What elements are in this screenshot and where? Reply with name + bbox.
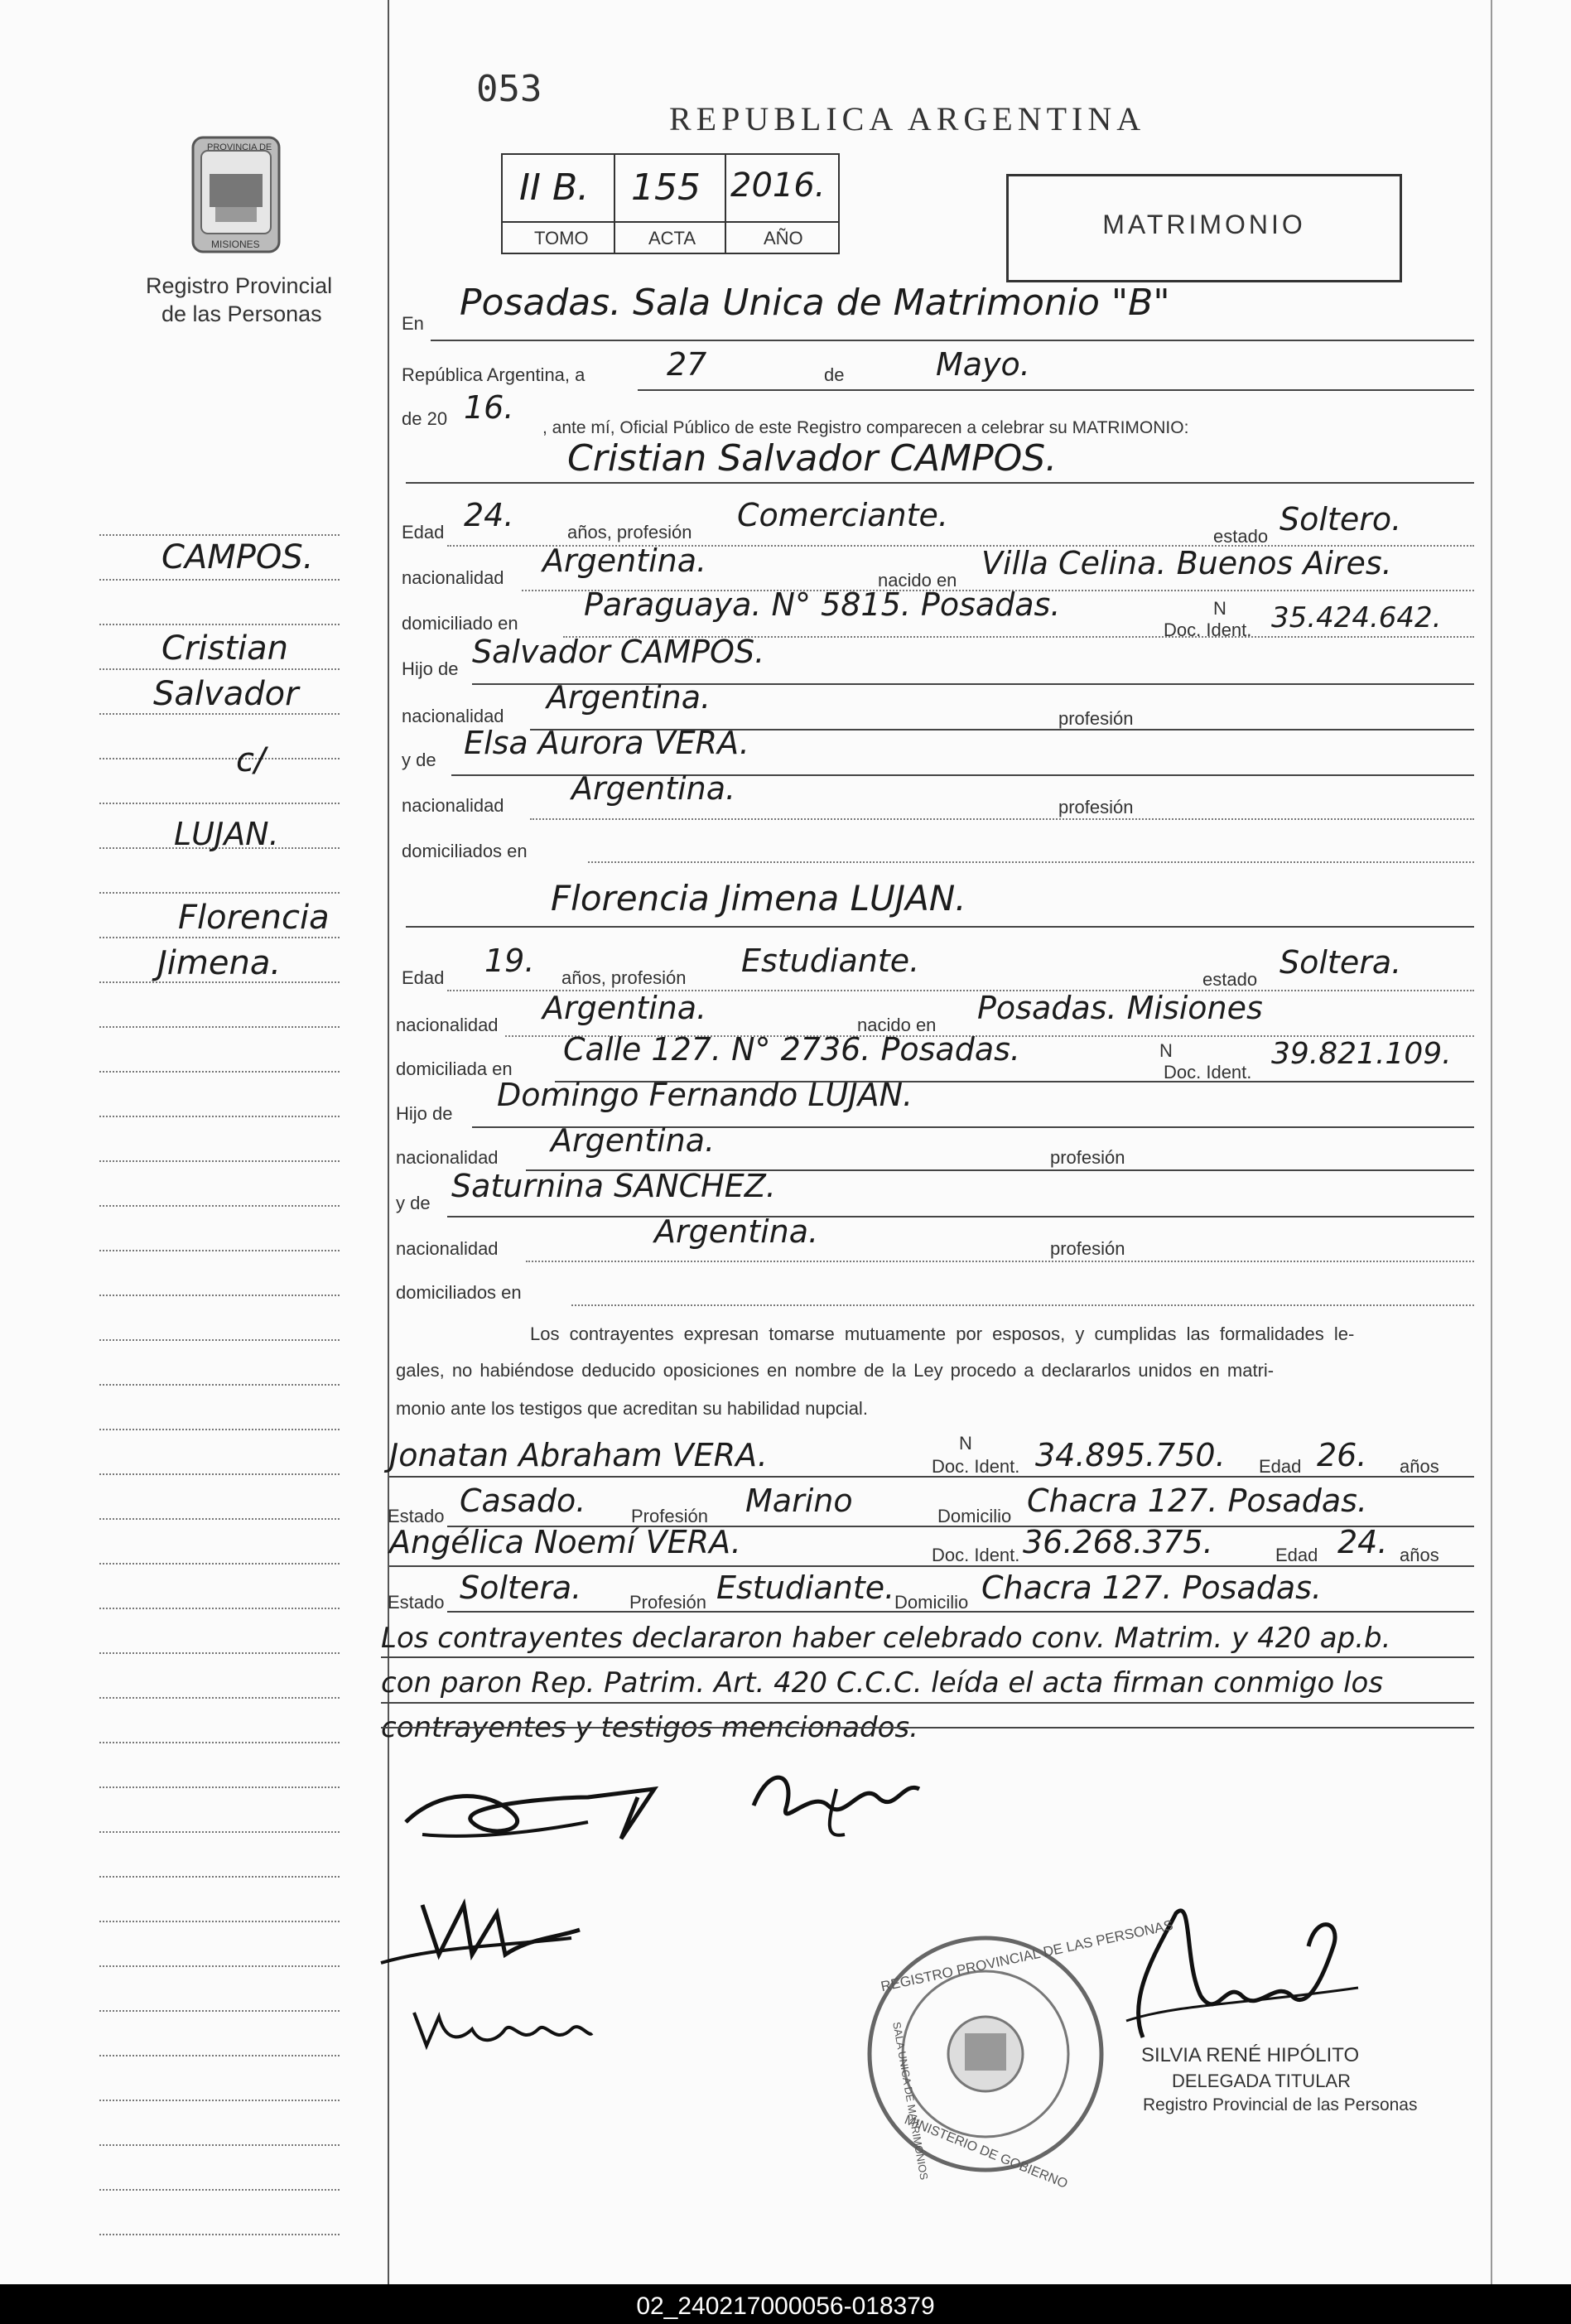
- groom-hijo-label: Hijo de: [402, 658, 459, 679]
- margin-dotted-line: [99, 2234, 340, 2235]
- witness1-signature: [373, 1888, 588, 1979]
- margin-dotted-line: [99, 713, 340, 715]
- margin-name-4: c/: [236, 741, 266, 779]
- bride-padre: Domingo Fernando LUJAN.: [497, 1077, 913, 1113]
- margin-dotted-line: [99, 2100, 340, 2101]
- groom-nac-label: nacionalidad: [402, 567, 504, 588]
- bride-anos-label: años, profesión: [561, 967, 687, 988]
- margin-name-7: Jimena.: [157, 944, 282, 982]
- bride-edad: 19.: [484, 943, 535, 979]
- en-label: En: [402, 313, 424, 334]
- page-right-border: [1491, 0, 1492, 2284]
- bride-domiciliados-label: domiciliados en: [396, 1282, 522, 1303]
- margin-dotted-line: [99, 1429, 340, 1430]
- groom-madre: Elsa Aurora VERA.: [464, 725, 749, 761]
- bride-padre-nac-label: nacionalidad: [396, 1147, 499, 1168]
- witness1-estado-label: Estado: [388, 1506, 445, 1526]
- groom-edad: 24.: [464, 497, 514, 533]
- groom-name: Cristian Salvador CAMPOS.: [567, 437, 1058, 480]
- witness1-anos-label: años: [1400, 1456, 1439, 1477]
- stamp-outer-text: REGISTRO PROVINCIAL DE LAS PERSONAS: [879, 1917, 1175, 1995]
- bride-doc: 39.821.109.: [1271, 1037, 1452, 1071]
- tomo-value: II B.: [519, 166, 590, 209]
- margin-name-2: Cristian: [161, 629, 288, 668]
- official-signature: [1077, 1897, 1375, 2062]
- margin-dotted-line: [99, 2010, 340, 2012]
- groom-domicilio: Paraguaya. N° 5815. Posadas.: [584, 586, 1061, 623]
- bride-name: Florencia Jimena LUJAN.: [551, 878, 966, 919]
- margin-dotted-line: [99, 1116, 340, 1117]
- witness1-doc-prefix: N: [959, 1433, 972, 1454]
- bride-profesion: Estudiante.: [741, 943, 920, 979]
- seal-bottom-text: MISIONES: [211, 239, 260, 250]
- bride-nacionalidad: Argentina.: [542, 990, 707, 1026]
- witness1-edad-label: Edad: [1259, 1456, 1302, 1477]
- groom-nacido: Villa Celina. Buenos Aires.: [981, 545, 1392, 581]
- bride-doc-prefix: N: [1159, 1040, 1173, 1061]
- groom-madre-nac: Argentina.: [571, 770, 736, 807]
- groom-estado-label: estado: [1213, 526, 1269, 547]
- margin-dotted-line: [99, 1563, 340, 1565]
- margin-dotted-line: [99, 624, 340, 625]
- groom-nacido-label: nacido en: [878, 570, 957, 591]
- groom-domiciliados-label: domiciliados en: [402, 841, 528, 861]
- anio-value: 2016.: [730, 166, 826, 205]
- registry-name-line1: Registro Provincial: [146, 273, 333, 298]
- notes-line-3: contrayentes y testigos mencionados.: [381, 1711, 918, 1744]
- margin-name-1: CAMPOS.: [161, 538, 314, 576]
- margin-dotted-line: [99, 2144, 340, 2146]
- margin-dotted-line: [99, 1160, 340, 1162]
- bride-nacido: Posadas. Misiones: [977, 990, 1263, 1026]
- margin-dotted-line: [99, 1652, 340, 1654]
- margin-name-3: Salvador: [153, 675, 299, 713]
- anio-label: AÑO: [764, 228, 803, 248]
- month-value: Mayo.: [936, 346, 1030, 383]
- groom-madre-prof-label: profesión: [1058, 797, 1134, 817]
- margin-dotted-line: [99, 1697, 340, 1699]
- margin-dotted-line: [99, 1786, 340, 1788]
- margin-dotted-line: [99, 2055, 340, 2056]
- official-name: SILVIA RENÉ HIPÓLITO: [1141, 2044, 1360, 2066]
- declaration-line-3: monio ante los testigos que acreditan su habilidad nupcial.: [396, 1398, 868, 1419]
- groom-doc-prefix: N: [1213, 598, 1226, 619]
- margin-dotted-line: [99, 937, 340, 938]
- bride-estado: Soltera.: [1279, 944, 1402, 981]
- groom-edad-label: Edad: [402, 522, 445, 542]
- margin-dotted-line: [99, 1250, 340, 1251]
- bride-padre-prof-label: profesión: [1050, 1147, 1125, 1168]
- declaration-line-2: gales, no habiéndose deducido oposiciones en nombre de la Ley procedo a declararlos unidos en matri-: [396, 1360, 1275, 1381]
- margin-dotted-line: [99, 1205, 340, 1207]
- groom-estado: Soltero.: [1279, 501, 1402, 538]
- groom-padre-nac: Argentina.: [547, 679, 711, 716]
- witness2-profesion: Estudiante.: [716, 1569, 895, 1606]
- de-label: de: [824, 364, 845, 385]
- margin-dotted-line: [99, 668, 340, 670]
- declaration-line-1: Los contrayentes expresan tomarse mutuamente por esposos, y cumplidas las formalidades le-: [530, 1324, 1355, 1344]
- bride-dom-label: domiciliada en: [396, 1058, 513, 1079]
- margin-dotted-line: [99, 534, 340, 536]
- margin-dotted-line: [99, 2189, 340, 2191]
- witness2-doc-label: Doc. Ident.: [932, 1545, 1020, 1565]
- margin-dotted-line: [99, 1295, 340, 1296]
- witness2-doc: 36.268.375.: [1023, 1524, 1213, 1560]
- bride-hijo-label: Hijo de: [396, 1103, 453, 1124]
- witness2-prof-label: Profesión: [629, 1592, 706, 1613]
- pais-label: República Argentina, a: [402, 364, 586, 385]
- witness1-domicilio: Chacra 127. Posadas.: [1027, 1483, 1368, 1519]
- bride-edad-label: Edad: [402, 967, 445, 988]
- stamp-bottom-text: MINISTERIO DE GOBIERNO: [902, 2113, 1070, 2191]
- witness2-signature: [406, 1996, 596, 2062]
- margin-dotted-line: [99, 1742, 340, 1743]
- witness1-doc-label: Doc. Ident.: [932, 1456, 1020, 1477]
- margin-dotted-line: [99, 1339, 340, 1341]
- witness1-estado: Casado.: [460, 1483, 586, 1519]
- margin-dotted-line: [99, 1608, 340, 1609]
- margin-dotted-line: [99, 1921, 340, 1922]
- witness2-edad-label: Edad: [1275, 1545, 1318, 1565]
- groom-doc-label: Doc. Ident.: [1164, 620, 1252, 640]
- margin-dotted-line: [99, 1026, 340, 1028]
- witness2-estado: Soltera.: [460, 1569, 582, 1606]
- witness2-edad: 24.: [1337, 1524, 1388, 1560]
- groom-anos-label: años, profesión: [567, 522, 692, 542]
- groom-profesion: Comerciante.: [737, 497, 948, 533]
- witness1-profesion: Marino: [745, 1483, 853, 1519]
- day-value: 27: [667, 346, 707, 383]
- place-value: Posadas. Sala Unica de Matrimonio "B": [460, 282, 1170, 324]
- acta-value: 155: [631, 166, 701, 209]
- witness2-dom-label: Domicilio: [894, 1592, 969, 1613]
- bride-madre-prof-label: profesión: [1050, 1238, 1125, 1259]
- margin-dotted-line: [99, 758, 340, 759]
- act-type-label: MATRIMONIO: [1102, 210, 1306, 239]
- bride-estado-label: estado: [1202, 969, 1258, 990]
- bride-nac-label: nacionalidad: [396, 1015, 499, 1035]
- republic-title: REPUBLICA ARGENTINA: [669, 100, 1146, 137]
- witness1-name: Jonatan Abraham VERA.: [389, 1437, 768, 1473]
- groom-yde-label: y de: [402, 750, 436, 770]
- tomo-label: TOMO: [534, 228, 589, 248]
- intro-statement: , ante mí, Oficial Público de este Registro comparecen a celebrar su MATRIMONIO:: [542, 418, 1189, 437]
- folio-number: 053: [476, 68, 542, 110]
- groom-padre-prof-label: profesión: [1058, 708, 1134, 729]
- bride-madre-nac: Argentina.: [654, 1213, 819, 1250]
- bride-doc-label: Doc. Ident.: [1164, 1062, 1252, 1082]
- groom-doc: 35.424.642.: [1271, 601, 1442, 634]
- witness1-edad: 26.: [1317, 1437, 1367, 1473]
- groom-madre-nac-label: nacionalidad: [402, 795, 504, 816]
- margin-dotted-line: [99, 1831, 340, 1833]
- margin-dotted-line: [99, 1876, 340, 1878]
- notes-line-2: con paron Rep. Patrim. Art. 420 C.C.C. leída el acta firman conmigo los: [381, 1666, 1384, 1700]
- groom-signature: [389, 1756, 671, 1855]
- witness1-prof-label: Profesión: [631, 1506, 708, 1526]
- margin-name-5: LUJAN.: [174, 816, 279, 852]
- acta-label: ACTA: [648, 228, 696, 248]
- groom-dom-label: domiciliado en: [402, 613, 518, 634]
- witness1-doc: 34.895.750.: [1035, 1437, 1226, 1473]
- document-id: 02_240217000056-018379: [636, 2293, 935, 2320]
- witness2-estado-label: Estado: [388, 1592, 445, 1613]
- witness2-domicilio: Chacra 127. Posadas.: [981, 1569, 1323, 1606]
- official-registry: Registro Provincial de las Personas: [1143, 2095, 1418, 2114]
- year-prefix: de 20: [402, 408, 448, 429]
- tomo-acta-box: [501, 153, 840, 254]
- year-suffix: 16.: [464, 389, 514, 426]
- bride-madre: Saturnina SANCHEZ.: [451, 1168, 776, 1204]
- margin-dotted-line: [99, 579, 340, 581]
- witness2-anos-label: años: [1400, 1545, 1439, 1565]
- official-role: DELEGADA TITULAR: [1172, 2071, 1351, 2091]
- margin-dotted-line: [99, 1473, 340, 1475]
- witness1-dom-label: Domicilio: [937, 1506, 1012, 1526]
- groom-padre-nac-label: nacionalidad: [402, 706, 504, 726]
- margin-dotted-line: [99, 892, 340, 894]
- bride-padre-nac: Argentina.: [551, 1122, 716, 1159]
- bride-signature: [745, 1756, 928, 1847]
- bride-yde-label: y de: [396, 1193, 431, 1213]
- bride-domicilio: Calle 127. N° 2736. Posadas.: [563, 1031, 1020, 1068]
- witness2-name: Angélica Noemí VERA.: [389, 1524, 741, 1560]
- margin-dotted-line: [99, 1518, 340, 1520]
- margin-name-6: Florencia: [178, 899, 330, 937]
- bride-nacido-label: nacido en: [857, 1015, 937, 1035]
- margin-dotted-line: [99, 803, 340, 804]
- margin-dotted-line: [99, 1965, 340, 1967]
- groom-nacionalidad: Argentina.: [542, 542, 707, 579]
- notes-line-1: Los contrayentes declararon haber celebrado conv. Matrim. y 420 ap.b.: [381, 1622, 1391, 1655]
- act-type-box: [1006, 174, 1402, 282]
- margin-dotted-line: [99, 1071, 340, 1073]
- margin-dotted-line: [99, 1384, 340, 1386]
- seal-top-text: PROVINCIA DE: [207, 142, 272, 152]
- groom-padre: Salvador CAMPOS.: [472, 634, 765, 670]
- registry-name-line2: de las Personas: [161, 301, 322, 326]
- stamp-inner-text: SALA UNICA DE MATRIMONIOS: [890, 2021, 931, 2182]
- bride-madre-nac-label: nacionalidad: [396, 1238, 499, 1259]
